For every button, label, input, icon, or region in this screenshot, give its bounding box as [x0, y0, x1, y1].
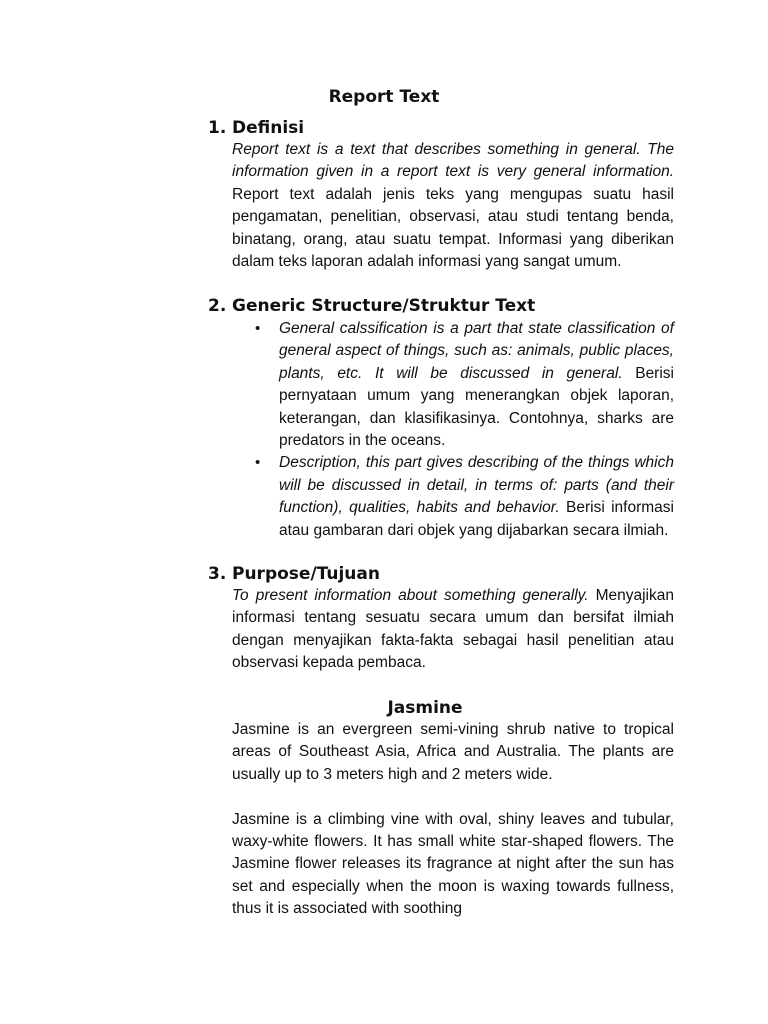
structure-bullet-list [232, 318, 674, 542]
bullet-icon: • [255, 320, 261, 337]
section-number: 1. [208, 118, 227, 138]
example-paragraph-2: Jasmine is a climbing vine with oval, shiny leaves and tubular, waxy-white flowers. It has small white star-shaped flowers. The Jasmine flower releases its fragrance at night after the sun has set and especially when the moon is waxing towards fullness, thus it is associated with soothing [232, 810, 674, 918]
example-paragraph-1: Jasmine is an evergreen semi-vining shrub native to tropical areas of Southeast Asia, Africa and Australia. The plants are usually up to 3 meters high and 2 meters wide. [232, 721, 674, 783]
example-body [232, 719, 674, 921]
purpose-paragraph [232, 585, 674, 675]
section-heading-generic-structure [208, 295, 535, 317]
section-number: 2. [208, 296, 227, 316]
section-heading-text: Purpose/Tujuan [232, 564, 380, 584]
section-number: 3. [208, 564, 227, 584]
description-english-text: Description, this part gives describing of the things which will be discussed in detail, in terms of: parts (and their function), qualities, habits and behavior. [279, 454, 674, 517]
section-heading-definisi [208, 117, 304, 139]
purpose-english-text: To present information about something generally. [232, 587, 589, 604]
classification-indonesian-text: Berisi pernyataan umum yang menerangkan objek laporan, keterangan, dan klasifikasinya. Contohnya, sharks are predators in the oceans. [279, 364, 674, 450]
document-title: Report Text [328, 87, 440, 107]
section-heading-text: Generic Structure/Struktur Text [232, 296, 536, 316]
bullet-icon: • [255, 454, 261, 472]
section-heading-text: Definisi [232, 118, 305, 138]
section-heading-purpose [208, 563, 380, 585]
list-item [232, 318, 674, 452]
example-title: Jasmine [387, 698, 463, 718]
definisi-paragraph [232, 139, 674, 273]
purpose-indonesian-text: Menyajikan informasi tentang sesuatu secara umum dan bersifat ilmiah dengan menyajikan fakta-fakta sebagai hasil penelitian atau observasi kepada pembaca. [232, 587, 674, 672]
definisi-indonesian-text: Report text adalah jenis teks yang mengupas suatu hasil pengamatan, penelitian, observasi, atau studi tentang benda, binatang, orang, atau suatu tempat. Informasi yang diberikan dalam teks laporan adalah informasi yang sangat umum. [232, 185, 674, 271]
description-indonesian-text: Berisi informasi atau gambaran dari objek yang dijabarkan secara ilmiah. [279, 499, 674, 539]
classification-english-text: General calssification is a part that state classification of general aspect of things, such as: animals, public places, plants, etc. It will be discussed in general. [279, 320, 674, 382]
definisi-english-text: Report text is a text that describes something in general. The information given in a report text is very general information. [232, 141, 674, 181]
list-item [232, 452, 674, 542]
paragraph-spacer [232, 786, 674, 808]
